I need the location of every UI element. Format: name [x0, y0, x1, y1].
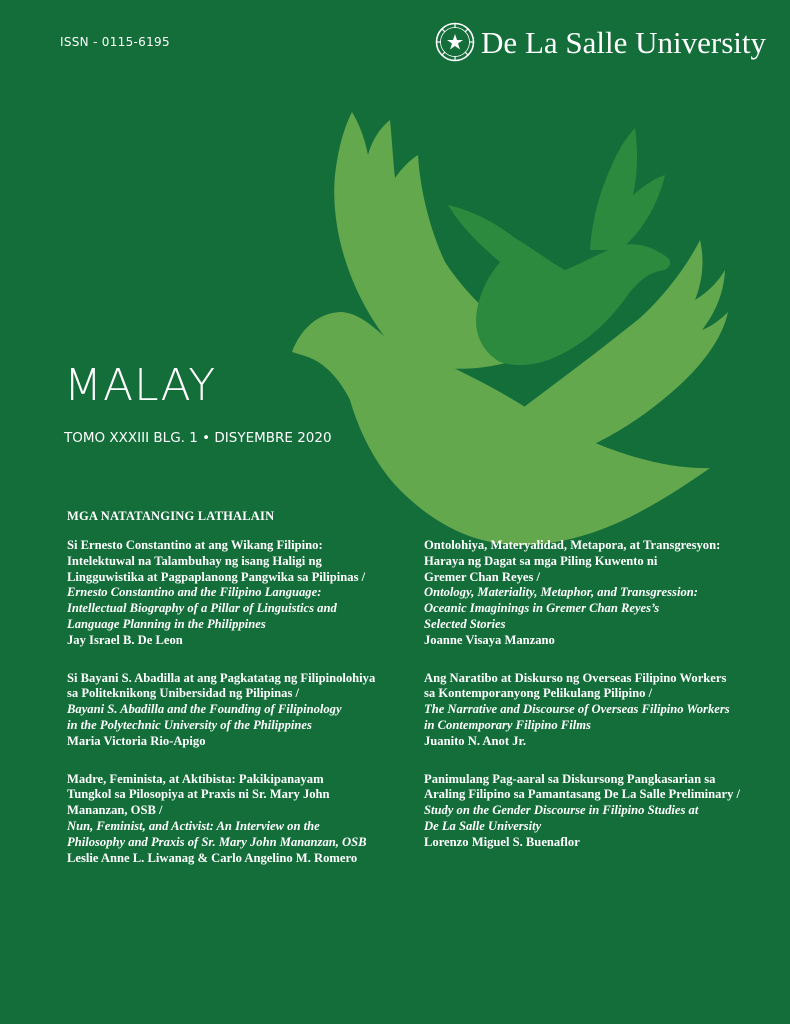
article-title-line: Madre, Feminista, at Aktibista: Pakikipanayam — [67, 771, 324, 786]
article-title-line: sa Politeknikong Unibersidad ng Pilipinas / — [67, 686, 300, 701]
publisher-logo — [435, 22, 766, 62]
article-title-line: Intelektuwal na Talambuhay ng isang Haligi ng — [67, 553, 322, 568]
article-title-line: Tungkol sa Pilosopiya at Praxis ni Sr. Mary John — [67, 787, 330, 802]
article-title-line: Haraya ng Dagat sa mga Piling Kuwento ni — [424, 553, 658, 568]
article-entry — [67, 772, 417, 867]
article-author: Leslie Anne L. Liwanag & Carlo Angelino M. Romero — [67, 850, 358, 865]
article-title-line: Si Ernesto Constantino at ang Wikang Filipino: — [67, 538, 323, 552]
article-title-line: Panimulang Pag-aaral sa Diskursong Pangkasarian sa — [424, 771, 716, 786]
article-translation-line: Ernesto Constantino and the Filipino Language: — [67, 585, 322, 600]
article-title-line: Si Bayani S. Abadilla at ang Pagkatatag ng Filipinolohiya — [67, 670, 376, 685]
contents-column-right — [424, 538, 774, 873]
article-translation-line: Philosophy and Praxis of Sr. Mary John Mananzan, OSB — [67, 834, 367, 849]
university-seal-icon — [435, 22, 475, 62]
article-translation-line: Ontology, Materiality, Metaphor, and Transgression: — [424, 585, 698, 600]
article-entry — [67, 671, 417, 750]
article-translation-line: Selected Stories — [424, 616, 506, 631]
article-entry — [424, 671, 774, 750]
article-entry — [424, 772, 774, 851]
article-translation-line: Oceanic Imaginings in Gremer Chan Reyes’s — [424, 601, 660, 616]
article-author: Maria Victoria Rio-Apigo — [67, 733, 206, 748]
article-author: Juanito N. Anot Jr. — [424, 733, 527, 748]
article-title-line: Ang Naratibo at Diskurso ng Overseas Filipino Workers — [424, 670, 727, 685]
article-translation-line: Study on the Gender Discourse in Filipino Studies at — [424, 803, 699, 818]
journal-title: MALAY — [64, 360, 217, 411]
article-title-line: Araling Filipino sa Pamantasang De La Salle Preliminary / — [424, 787, 741, 802]
issn-label: ISSN - 0115-6195 — [60, 35, 170, 49]
article-translation-line: in the Polytechnic University of the Philippines — [67, 717, 312, 732]
article-translation-line: Intellectual Biography of a Pillar of Linguistics and — [67, 601, 337, 616]
publisher-name: De La Salle University — [481, 24, 766, 60]
article-entry — [67, 538, 417, 649]
article-author: Joanne Visaya Manzano — [424, 632, 555, 647]
article-translation-line: Bayani S. Abadilla and the Founding of Filipinology — [67, 702, 342, 717]
contents-column-left — [67, 538, 417, 888]
article-translation-line: Language Planning in the Philippines — [67, 616, 266, 631]
article-title-line: Lingguwistika at Pagpaplanong Pangwika sa Pilipinas / — [67, 569, 366, 584]
article-entry — [424, 538, 774, 649]
article-title-line: sa Kontemporanyong Pelikulang Pilipino / — [424, 686, 653, 701]
article-translation-line: Nun, Feminist, and Activist: An Interview on the — [67, 818, 320, 833]
contents-heading: MGA NATATANGING LATHALAIN — [67, 509, 275, 523]
article-title-line: Gremer Chan Reyes / — [424, 569, 541, 584]
issue-info: TOMO XXXIII BLG. 1 • DISYEMBRE 2020 — [64, 430, 332, 446]
article-title-line: Ontolohiya, Materyalidad, Metapora, at Transgresyon: — [424, 538, 721, 552]
article-title-line: Mananzan, OSB / — [67, 803, 163, 818]
article-translation-line: The Narrative and Discourse of Overseas Filipino Workers — [424, 702, 730, 717]
article-author: Lorenzo Miguel S. Buenaflor — [424, 834, 580, 849]
article-translation-line: De La Salle University — [424, 818, 542, 833]
article-translation-line: in Contemporary Filipino Films — [424, 717, 591, 732]
article-author: Jay Israel B. De Leon — [67, 632, 183, 647]
